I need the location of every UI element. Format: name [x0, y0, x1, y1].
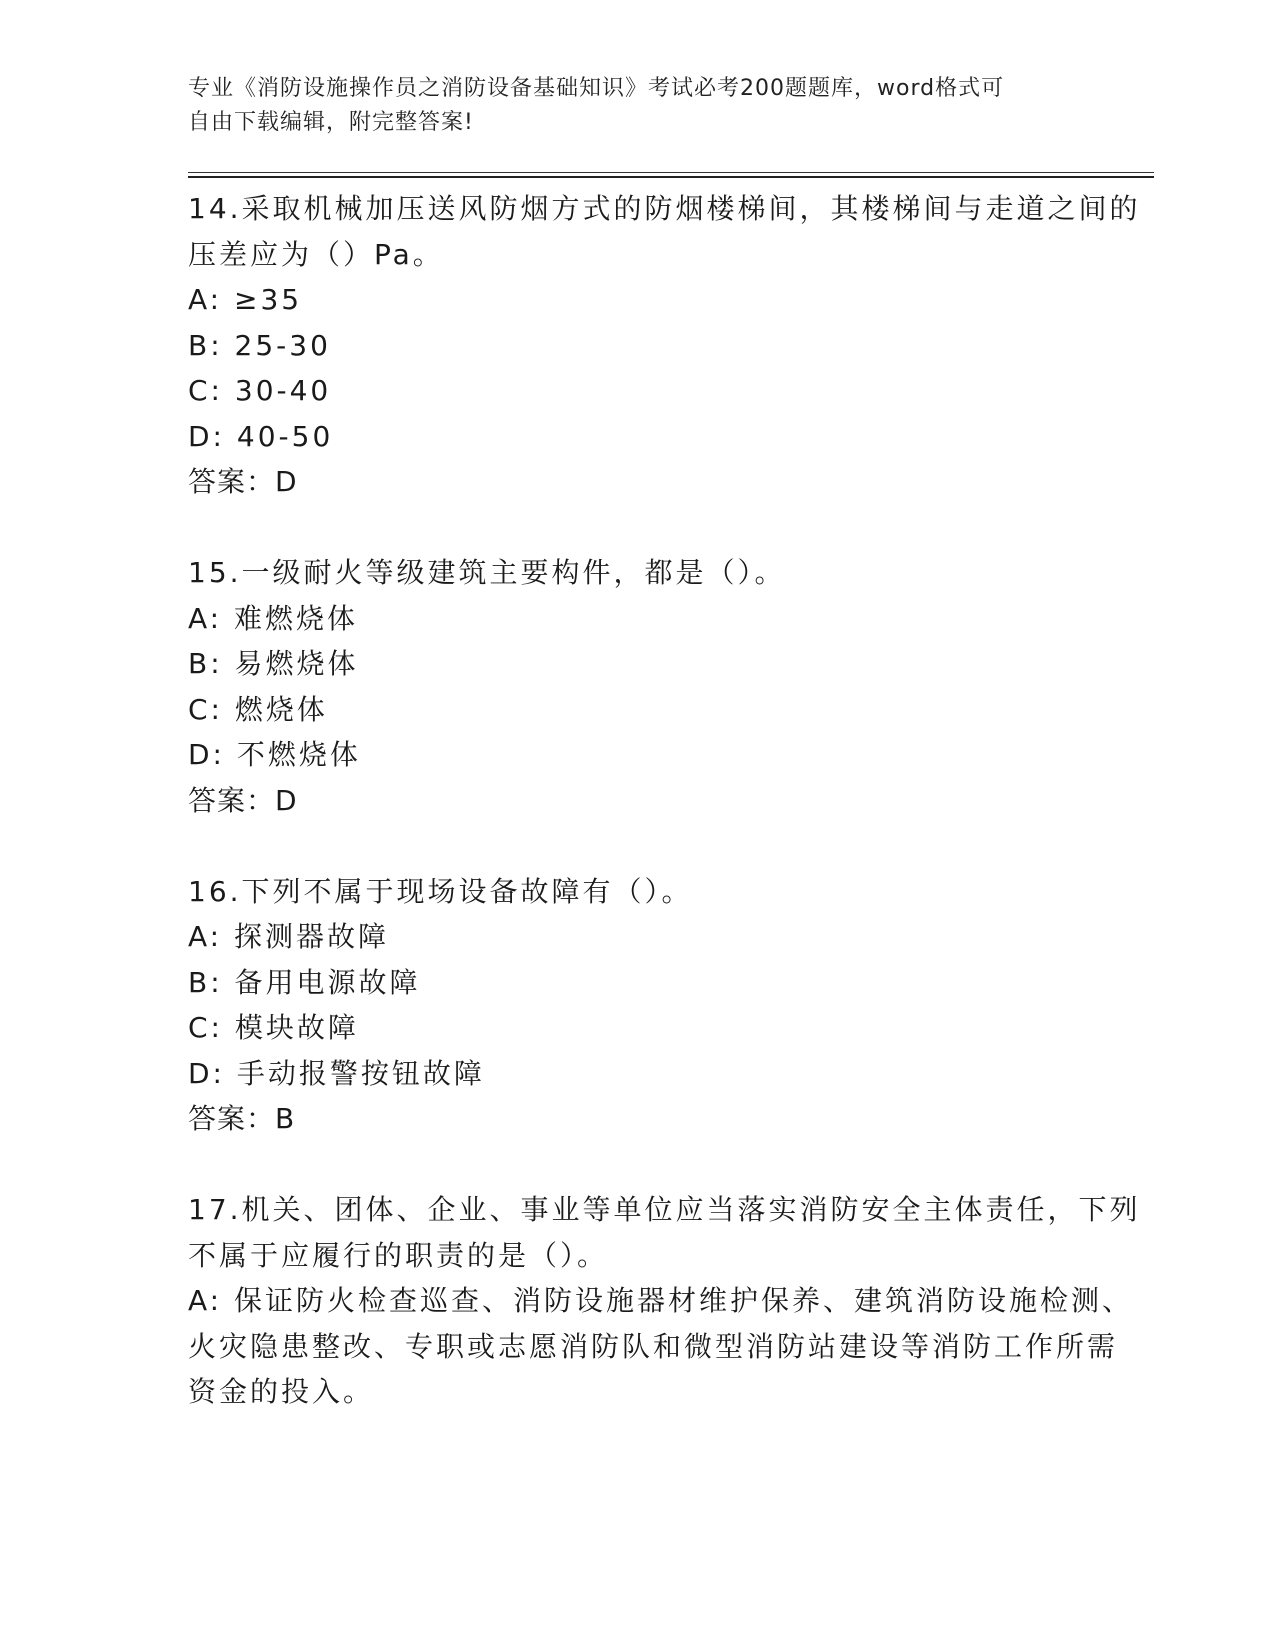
header-line-2: 自由下载编辑，附完整答案!	[188, 110, 474, 135]
option-d: D: 手动报警按钮故障	[188, 1056, 485, 1090]
document-header	[188, 72, 1068, 140]
option-d: D: 不燃烧体	[188, 738, 361, 771]
question-stem-line: 不属于应履行的职责的是（）。	[188, 1238, 609, 1272]
question-stem-line: 17.机关、团体、企业、事业等单位应当落实消防安全主体责任，下列	[188, 1193, 1141, 1226]
option-d: D: 40-50	[188, 419, 334, 453]
option-c: C: 30-40	[188, 374, 332, 407]
option-a: A: 探测器故障	[188, 920, 389, 953]
question-15	[188, 550, 1068, 823]
option-c: C: 模块故障	[188, 1011, 359, 1044]
answer: 答案：B	[188, 1102, 296, 1135]
question-stem-line: 压差应为（）Pa。	[188, 237, 444, 271]
question-list	[188, 186, 1141, 1460]
option-c: C: 燃烧体	[188, 692, 328, 726]
question-16	[188, 869, 1068, 1142]
option-b: B: 易燃烧体	[188, 647, 359, 680]
question-stem-line: 16.下列不属于现场设备故障有（）。	[188, 874, 693, 908]
answer: 答案：D	[188, 465, 298, 498]
option-b: B: 25-30	[188, 328, 331, 362]
option-b: B: 备用电源故障	[188, 965, 421, 999]
header-line-1: 专业《消防设施操作员之消防设备基础知识》考试必考200题题库，word格式可	[188, 76, 1005, 101]
header-divider-thick	[188, 176, 1154, 178]
answer: 答案：D	[188, 783, 298, 817]
option-a: A: 难燃烧体	[188, 601, 358, 635]
option-a-line: A: 保证防火检查巡查、消防设施器材维护保养、建筑消防设施检测、	[188, 1284, 1133, 1317]
question-17	[188, 1187, 1141, 1415]
header-divider-thin	[188, 172, 1154, 173]
option-a-line: 资金的投入。	[188, 1375, 375, 1408]
option-a-line: 火灾隐患整改、专职或志愿消防队和微型消防站建设等消防工作所需	[188, 1329, 1119, 1363]
question-stem-line: 14.采取机械加压送风防烟方式的防烟楼梯间，其楼梯间与走道之间的	[188, 192, 1141, 225]
option-a: A: ≥35	[188, 283, 303, 316]
question-stem-line: 15.一级耐火等级建筑主要构件，都是（）。	[188, 556, 786, 589]
question-14	[188, 186, 1141, 505]
